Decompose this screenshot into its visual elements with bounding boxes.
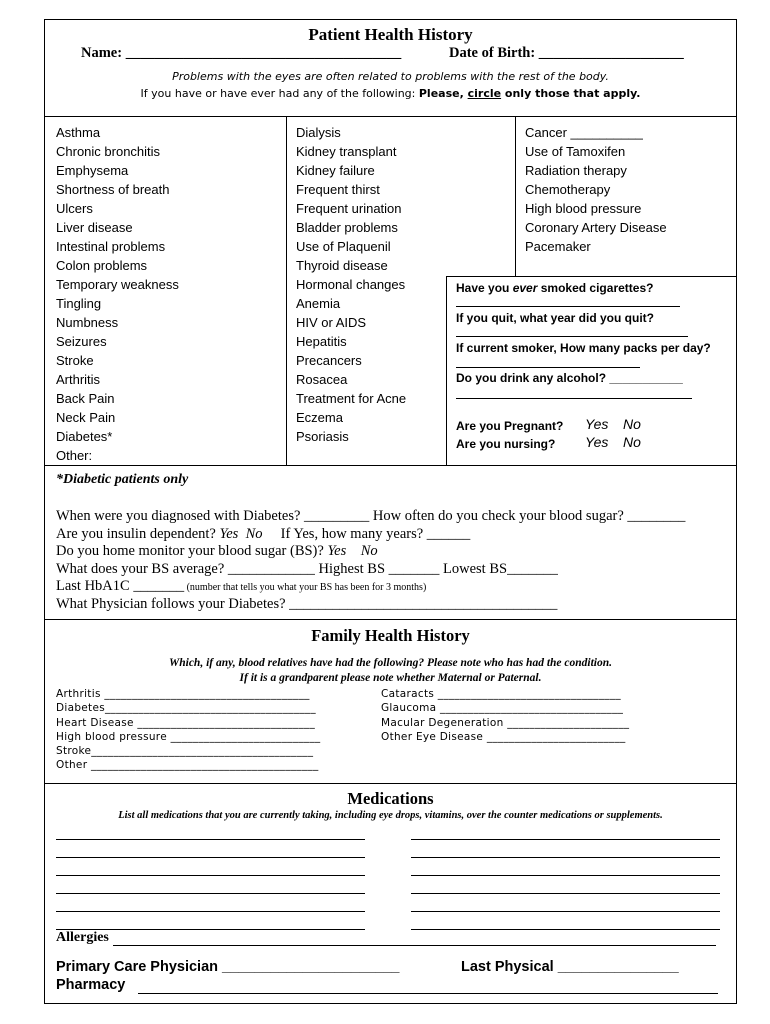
instructions-text: If you have or have ever had any of the following:: [140, 87, 419, 100]
diabetes-heading: *Diabetic patients only: [56, 472, 189, 487]
family-item[interactable]: High blood pressure ___________________________: [56, 730, 321, 743]
condition-item[interactable]: Stroke: [56, 353, 94, 368]
home-monitor-question[interactable]: [56, 543, 378, 560]
condition-item[interactable]: Bladder problems: [296, 220, 398, 235]
smoking-question-text-end: smoked cigarettes?: [537, 281, 654, 295]
condition-item[interactable]: Treatment for Acne: [296, 391, 407, 406]
condition-item[interactable]: HIV or AIDS: [296, 315, 367, 330]
page-title: Patient Health History: [308, 25, 473, 44]
condition-item[interactable]: Dialysis: [296, 125, 341, 140]
smoking-answer-line[interactable]: [456, 306, 680, 307]
condition-item[interactable]: Rosacea: [296, 372, 348, 387]
home-monitor-yes[interactable]: Yes: [327, 543, 347, 559]
divider: [44, 619, 737, 620]
condition-item[interactable]: Emphysema: [56, 163, 129, 178]
pregnant-no[interactable]: No: [623, 416, 641, 432]
alcohol-line[interactable]: [456, 398, 692, 399]
condition-item[interactable]: Back Pain: [56, 391, 115, 406]
condition-item[interactable]: Kidney failure: [296, 163, 375, 178]
dob-field[interactable]: Date of Birth: ____________________: [449, 45, 684, 61]
insulin-yes[interactable]: Yes: [219, 526, 239, 542]
condition-item[interactable]: Eczema: [296, 410, 343, 425]
pcp-field[interactable]: Primary Care Physician ______________________: [56, 959, 400, 975]
smoking-question-text: Have you: [456, 281, 513, 295]
medications-title: Medications: [347, 789, 434, 808]
condition-item[interactable]: Chronic bronchitis: [56, 144, 161, 159]
family-instructions-1: Which, if any, blood relatives have had the following? Please note who has had the condition.: [169, 657, 612, 669]
condition-item[interactable]: Radiation therapy: [525, 163, 627, 178]
condition-item[interactable]: Hormonal changes: [296, 277, 406, 292]
condition-item[interactable]: Frequent thirst: [296, 182, 380, 197]
insulin-no[interactable]: No: [245, 526, 263, 542]
medication-line[interactable]: [411, 839, 720, 840]
insulin-years-question: If Yes, how many years? ______: [280, 526, 471, 542]
condition-item[interactable]: Coronary Artery Disease: [525, 220, 667, 235]
hba1c-label: Last HbA1C _______: [56, 578, 185, 594]
name-field[interactable]: Name: ______________________________________: [81, 45, 402, 61]
insulin-question-text: Are you insulin dependent?: [56, 526, 220, 542]
smoking-question: [456, 281, 653, 295]
family-item[interactable]: Macular Degeneration ______________________: [381, 716, 630, 729]
instructions-apply: only those that apply.: [501, 87, 641, 100]
medication-line[interactable]: [411, 911, 720, 912]
insulin-question[interactable]: [56, 526, 470, 543]
family-item[interactable]: Heart Disease ________________________________: [56, 716, 315, 729]
condition-item[interactable]: Temporary weakness: [56, 277, 179, 292]
condition-item[interactable]: Colon problems: [56, 258, 148, 273]
condition-item[interactable]: Anemia: [296, 296, 341, 311]
condition-item[interactable]: Frequent urination: [296, 201, 402, 216]
family-item[interactable]: Glaucoma _________________________________: [381, 702, 624, 715]
medication-line[interactable]: [411, 875, 720, 876]
condition-item[interactable]: Other:: [56, 448, 93, 463]
medication-line[interactable]: [56, 875, 365, 876]
condition-item[interactable]: Hepatitis: [296, 334, 347, 349]
column-divider: [446, 276, 447, 465]
quit-year-line[interactable]: [456, 336, 688, 337]
medication-line[interactable]: [56, 857, 365, 858]
condition-item[interactable]: Chemotherapy: [525, 182, 611, 197]
family-item[interactable]: Stroke________________________________________: [56, 745, 314, 758]
condition-item[interactable]: Neck Pain: [56, 410, 116, 425]
condition-item[interactable]: Intestinal problems: [56, 239, 166, 254]
family-item[interactable]: Arthritis _____________________________________: [56, 688, 310, 700]
diabetes-physician-question[interactable]: What Physician follows your Diabetes? _____________________________________: [56, 596, 558, 612]
hba1c-note: (number that tells you what your BS has been for 3 months): [184, 582, 427, 593]
family-item[interactable]: Diabetes______________________________________: [56, 702, 316, 715]
condition-item[interactable]: Pacemaker: [525, 239, 591, 254]
condition-item[interactable]: High blood pressure: [525, 201, 642, 216]
divider: [44, 116, 737, 117]
conditions-column-1: [56, 123, 179, 465]
condition-item[interactable]: Use of Plaquenil: [296, 239, 391, 254]
instructions: [44, 87, 737, 100]
quit-year-question: If you quit, what year did you quit?: [456, 311, 654, 325]
condition-item[interactable]: Ulcers: [56, 201, 93, 216]
condition-item[interactable]: Psoriasis: [296, 429, 349, 444]
medication-line[interactable]: [56, 893, 365, 894]
condition-item[interactable]: Arthritis: [56, 372, 101, 387]
eye-note: Problems with the eyes are often related to problems with the rest of the body.: [172, 70, 609, 83]
instructions-please: Please,: [418, 87, 468, 100]
instructions-circle: circle: [467, 87, 502, 100]
pharmacy-line[interactable]: [138, 993, 718, 994]
conditions-column-2: [296, 123, 406, 446]
column-divider: [286, 116, 287, 465]
divider: [44, 465, 737, 466]
medication-line[interactable]: [411, 929, 720, 930]
smoking-question-ever: ever: [512, 281, 538, 295]
family-item[interactable]: Other Eye Disease _________________________: [381, 730, 626, 743]
pharmacy-label: Pharmacy: [56, 977, 126, 993]
last-physical-field[interactable]: Last Physical _______________: [461, 959, 679, 975]
hba1c-question[interactable]: [56, 578, 426, 595]
family-history-title: Family Health History: [311, 626, 470, 645]
packs-question: If current smoker, How many packs per day?: [456, 341, 711, 355]
condition-item[interactable]: Asthma: [56, 125, 101, 140]
allergies-line[interactable]: [113, 945, 716, 946]
family-instructions-2: If it is a grandparent please note whether Maternal or Paternal.: [239, 672, 542, 684]
nursing-no[interactable]: No: [623, 434, 641, 450]
condition-item[interactable]: Thyroid disease: [296, 258, 388, 273]
condition-item[interactable]: Precancers: [296, 353, 362, 368]
packs-line[interactable]: [456, 367, 640, 368]
condition-item[interactable]: Kidney transplant: [296, 144, 397, 159]
alcohol-question[interactable]: Do you drink any alcohol? ___________: [456, 371, 683, 385]
condition-item[interactable]: Seizures: [56, 334, 107, 349]
condition-item[interactable]: Shortness of breath: [56, 182, 170, 197]
column-divider: [515, 116, 516, 276]
condition-item[interactable]: Use of Tamoxifen: [525, 144, 626, 159]
pregnant-question: Are you Pregnant?: [456, 419, 564, 433]
condition-item[interactable]: Liver disease: [56, 220, 133, 235]
home-monitor-no[interactable]: No: [360, 543, 378, 559]
medication-line[interactable]: [411, 893, 720, 894]
medication-line[interactable]: [56, 839, 365, 840]
pregnant-yes[interactable]: Yes: [585, 416, 609, 432]
condition-item[interactable]: Numbness: [56, 315, 119, 330]
condition-item[interactable]: Diabetes*: [56, 429, 113, 444]
condition-item[interactable]: Cancer __________: [525, 125, 643, 140]
family-left-list: [56, 687, 320, 773]
divider: [44, 783, 737, 784]
condition-item[interactable]: Tingling: [56, 296, 102, 311]
medication-line[interactable]: [411, 857, 720, 858]
conditions-column-3: [525, 123, 667, 256]
medications-instructions: List all medications that you are currently taking, including eye drops, vitamins, over the counter medications or supplements.: [118, 810, 663, 821]
nursing-yes[interactable]: Yes: [585, 434, 609, 450]
allergies-label: Allergies: [56, 930, 109, 945]
nursing-question: Are you nursing?: [456, 437, 556, 451]
home-monitor-text: Do you home monitor your blood sugar (BS)?: [56, 543, 328, 559]
diagnosed-question[interactable]: When were you diagnosed with Diabetes? _________ How often do you check your blood sugar? ________: [56, 508, 686, 524]
family-item[interactable]: Other _________________________________________: [56, 759, 319, 772]
divider: [446, 276, 737, 277]
family-right-list: [381, 687, 629, 744]
bs-average-question[interactable]: What does your BS average? ____________ Highest BS _______ Lowest BS_______: [56, 561, 558, 577]
medication-line[interactable]: [56, 911, 365, 912]
family-item[interactable]: Cataracts _________________________________: [381, 688, 621, 700]
